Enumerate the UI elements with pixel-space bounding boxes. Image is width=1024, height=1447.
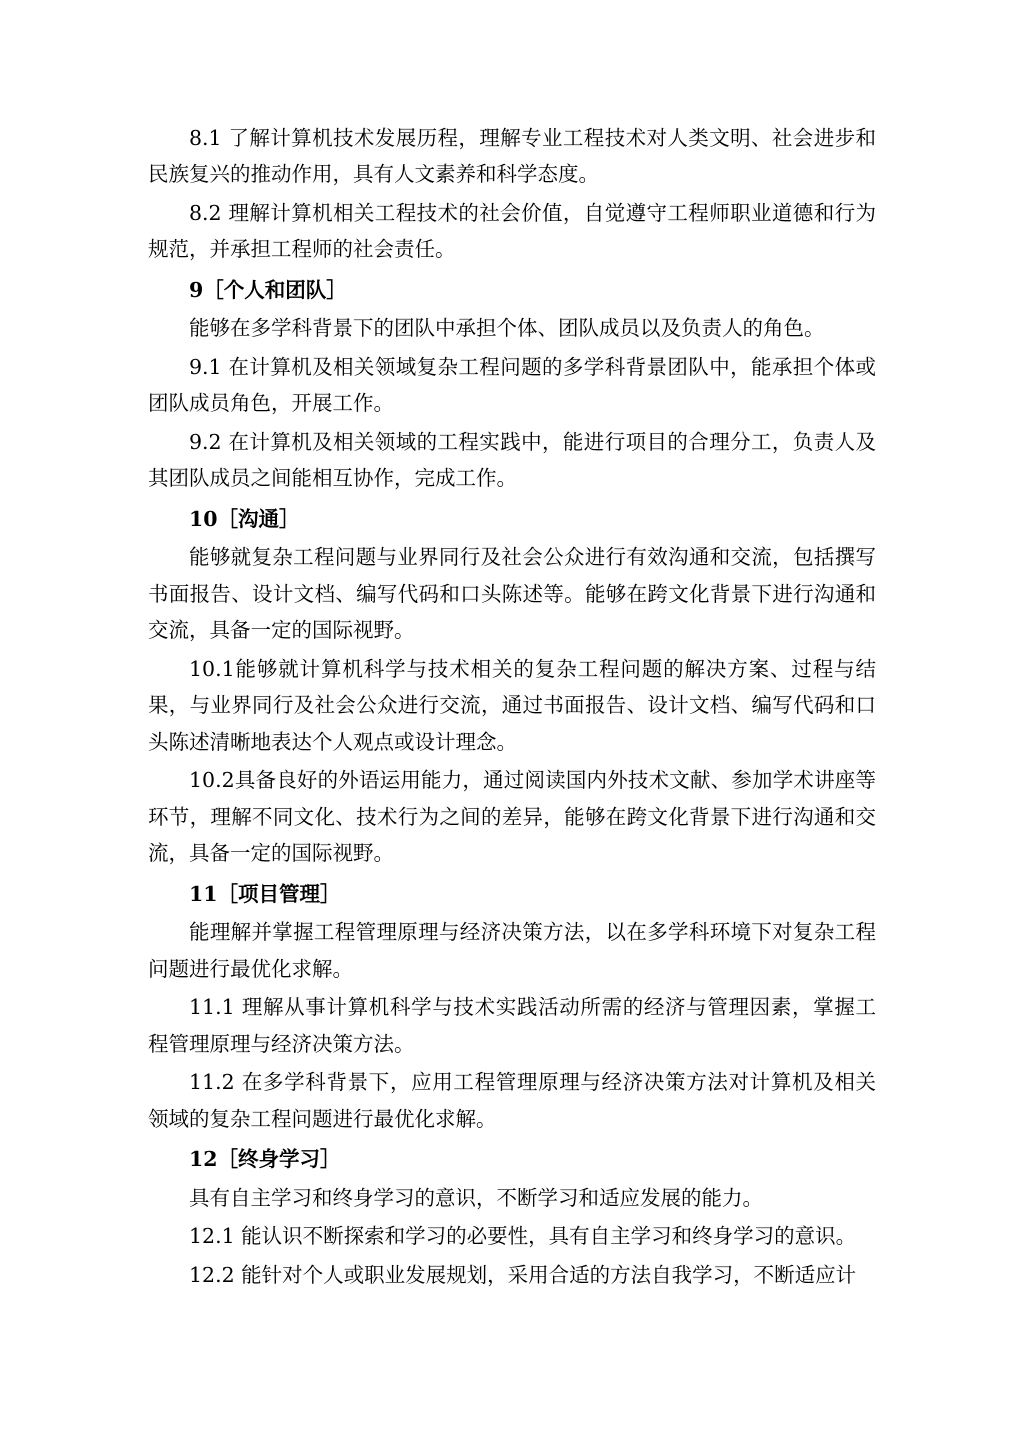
clause-9-1: 9.1 在计算机及相关领域复杂工程问题的多学科背景团队中，能承担个体或团队成员角色，开展工作。	[148, 354, 876, 416]
section-9-intro: 能够在多学科背景下的团队中承担个体、团队成员以及负责人的角色。	[189, 316, 825, 341]
clause-10-1: 10.1能够就计算机科学与技术相关的复杂工程问题的解决方案、过程与结果，与业界同行及社会公众进行交流，通过书面报告、设计文档、编写代码和口头陈述清晰地表达个人观点或设计理念。	[148, 656, 876, 754]
section-11-intro: 能理解并掌握工程管理原理与经济决策方法，以在多学科环境下对复杂工程问题进行最优化求解。	[148, 920, 876, 981]
section-12-heading: 12［终身学习］	[189, 1147, 341, 1172]
clause-12-1: 12.1 能认识不断探索和学习的必要性，具有自主学习和终身学习的意识。	[189, 1224, 857, 1249]
clause-8-1: 8.1 了解计算机技术发展历程，理解专业工程技术对人类文明、社会进步和民族复兴的推动作用，具有人文素养和科学态度。	[148, 126, 876, 187]
section-10-intro: 能够就复杂工程问题与业界同行及社会公众进行有效沟通和交流，包括撰写书面报告、设计文档、编写代码和口头陈述等。能够在跨文化背景下进行沟通和交流，具备一定的国际视野。	[148, 545, 876, 643]
clause-12-2: 12.2 能针对个人或职业发展规划，采用合适的方法自我学习，不断适应计	[189, 1262, 857, 1287]
clause-11-1: 11.1 理解从事计算机科学与技术实践活动所需的经济与管理因素，掌握工程管理原理与经济决策方法。	[148, 995, 876, 1056]
clause-10-2: 10.2具备良好的外语运用能力，通过阅读国内外技术文献、参加学术讲座等环节，理解不同文化、技术行为之间的差异，能够在跨文化背景下进行沟通和交流，具备一定的国际视野。	[148, 768, 876, 866]
clause-9-2: 9.2 在计算机及相关领域的工程实践中，能进行项目的合理分工，负责人及其团队成员之间能相互协作，完成工作。	[148, 429, 876, 491]
section-11-heading: 11［项目管理］	[189, 881, 341, 906]
section-12-intro: 具有自主学习和终身学习的意识，不断学习和适应发展的能力。	[189, 1185, 763, 1210]
clause-11-2: 11.2 在多学科背景下，应用工程管理原理与经济决策方法对计算机及相关领域的复杂工程问题进行最优化求解。	[148, 1070, 876, 1131]
section-10-heading: 10［沟通］	[189, 506, 300, 531]
section-9-heading: 9［个人和团队］	[189, 277, 347, 302]
clause-8-2: 8.2 理解计算机相关工程技术的社会价值，自觉遵守工程师职业道德和行为规范，并承担工程师的社会责任。	[148, 200, 876, 262]
document-body	[148, 120, 876, 1293]
